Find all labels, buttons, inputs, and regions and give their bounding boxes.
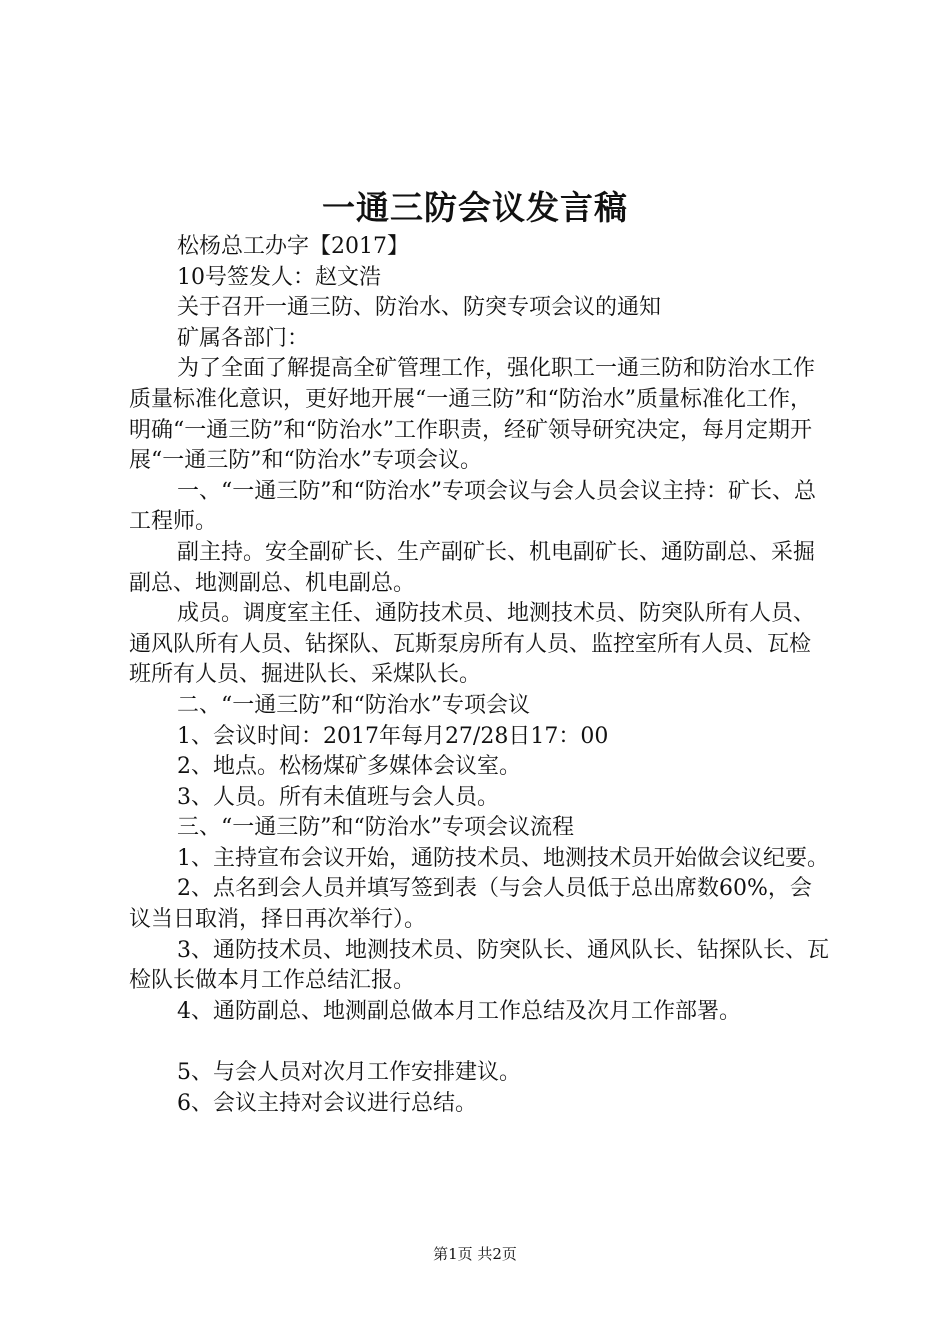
notice-subject: 关于召开一通三防、防治水、防突专项会议的通知: [176, 295, 661, 321]
section-one-paragraph: 一、“一通三防”和“防治水”专项会议与会人员会议主持：矿长、总工程师。: [129, 478, 816, 535]
meeting-attendees: 3、人员。所有未值班与会人员。: [176, 784, 499, 810]
addressee: 矿属各部门：: [176, 325, 309, 351]
process-step-4: 4、通防副总、地测副总做本月工作总结及次月工作部署。: [176, 998, 741, 1024]
members-paragraph: 成员。调度室主任、通防技术员、地测技术员、防突队所有人员、通风队所有人员、钻探队、瓦斯泵房所有人员、监控室所有人员、瓦检班所有人员、掘进队长、采煤队长。: [129, 601, 815, 688]
process-step-1: 1、主持宣布会议开始，通防技术员、地测技术员开始做会议纪要。: [176, 845, 829, 871]
meeting-time: 1、会议时间：2017年每月27/28日17：00: [176, 723, 609, 749]
process-step-6: 6、会议主持对会议进行总结。: [176, 1090, 477, 1116]
process-step-5: 5、与会人员对次月工作安排建议。: [176, 1060, 521, 1086]
process-step-3: 3、通防技术员、地测技术员、防突队长、通风队长、钻探队长、瓦检队长做本月工作总结汇报。: [129, 937, 829, 994]
section-two-heading: 二、“一通三防”和“防治水”专项会议: [176, 692, 530, 718]
intro-paragraph: 为了全面了解提高全矿管理工作，强化职工一通三防和防治水工作质量标准化意识，更好地开展“一通三防”和“防治水”质量标准化工作，明确“一通三防”和“防治水”工作职责，经矿领导研究决定，每月定期开展“一通三防”和“防治水”专项会议。: [129, 356, 815, 474]
page-number-footer: 第1页 共2页: [433, 1245, 517, 1263]
issuer-line: 10号签发人：赵文浩: [176, 264, 381, 290]
meeting-location: 2、地点。松杨煤矿多媒体会议室。: [176, 754, 521, 780]
document-title: 一通三防会议发言稿: [322, 188, 628, 227]
process-step-2: 2、点名到会人员并填写签到表（与会人员低于总出席数60%，会议当日取消，择日再次举行）。: [129, 876, 812, 933]
deputy-host-paragraph: 副主持。安全副矿长、生产副矿长、机电副矿长、通防副总、采掘副总、地测副总、机电副总。: [129, 539, 815, 596]
document-number: 松杨总工办字【2017】: [176, 234, 409, 259]
document-body: [129, 232, 829, 1119]
blank-line: [129, 1027, 829, 1058]
section-three-heading: 三、“一通三防”和“防治水”专项会议流程: [176, 815, 574, 841]
